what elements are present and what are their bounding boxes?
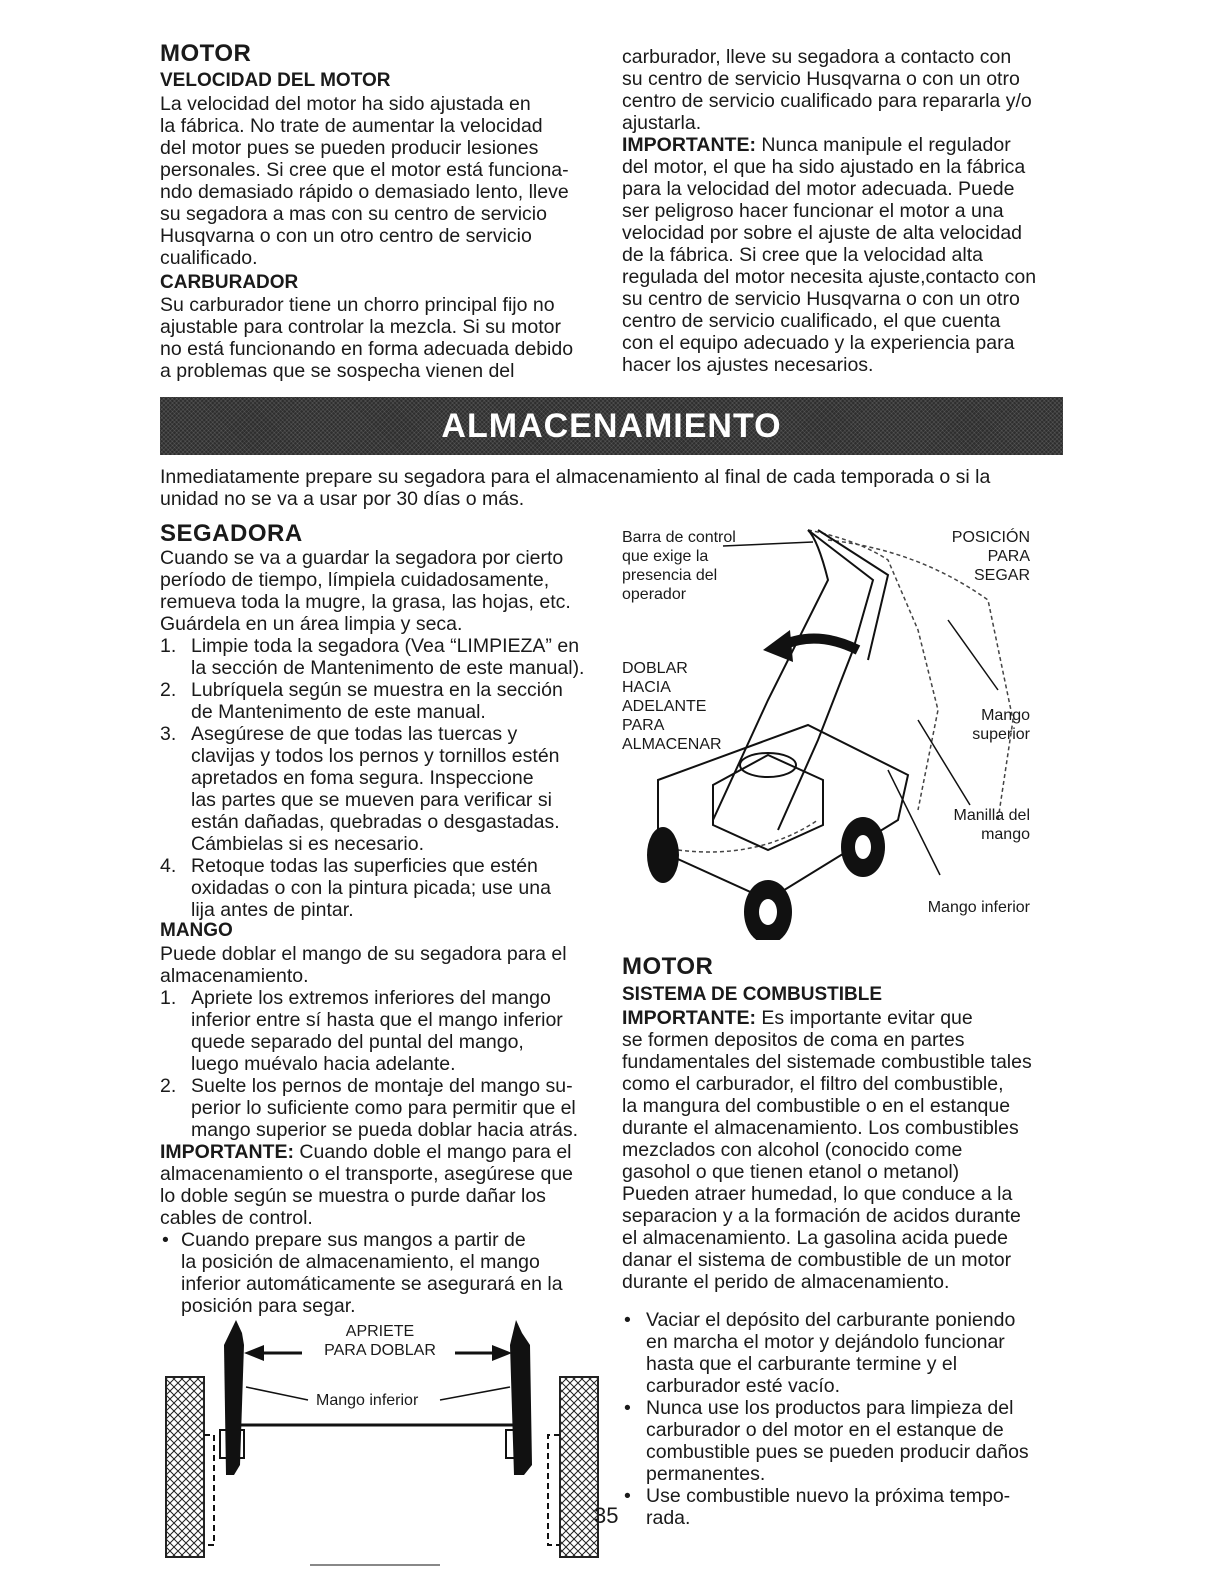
list-item: • Nunca use los productos para limpieza del carburador o del motor en el estanque de combustible pues se pueden producir daños permanentes. <box>624 1397 1029 1485</box>
list-item: • Use combustible nuevo la próxima tempo- rada. <box>624 1485 1011 1529</box>
handle-knob-label: Manilla del mango <box>953 807 1030 843</box>
list-item: 1. Limpie toda la segadora (Vea “LIMPIEZA” en la sección de Mantenimento de este manual). <box>160 635 585 679</box>
engine-title: MOTOR <box>622 953 714 980</box>
mower-paragraph: Cuando se va a guardar la segadora por cierto período de tiempo, límpiela cuidadosamente, remueva toda la mugre, la grasa, las hojas, etc. Guárdela en un área limpia y seca. <box>160 547 571 635</box>
front-left-wheel <box>647 827 679 883</box>
handle-bullet: • Cuando prepare sus mangos a partir de la posición de almacenamiento, el mango inferior automáticamente se asegurará en la posición para segar. <box>162 1229 563 1317</box>
handle-paragraph: Puede doblar el mango de su segadora para el almacenamiento. <box>160 943 567 987</box>
fold-arrow-icon <box>763 630 793 662</box>
list-item: 4. Retoque todas las superficies que estén oxidadas o con la pintura picada; use una lija antes de pintar. <box>160 855 551 921</box>
arrow-left-icon <box>244 1345 264 1361</box>
left-wheel <box>166 1377 204 1557</box>
carburetor-title: CARBURADOR <box>160 272 299 293</box>
mower-steps <box>158 635 603 921</box>
motor-title: MOTOR <box>160 40 252 67</box>
important-label: IMPORTANTE: <box>622 134 756 156</box>
list-item: • Vaciar el depósito del carburante poniendo en marcha el motor y dejándolo funcionar hasta que el carburante termine y el carburador esté vacío. <box>624 1309 1016 1397</box>
lower-handle-label-2: Mango inferior <box>316 1392 419 1409</box>
handle-title: MANGO <box>160 920 233 941</box>
list-item: 2. Suelte los pernos de montaje del mango su- perior lo suficiente como para permitir que el mango superior se pueda doblar hacia atrás. <box>160 1075 578 1141</box>
mower-title: SEGADORA <box>160 520 303 547</box>
handle-steps <box>158 987 603 1141</box>
arrow-right-icon <box>492 1345 512 1361</box>
speed-title: VELOCIDAD DEL MOTOR <box>160 70 391 91</box>
left-handle-tube <box>224 1320 244 1475</box>
upper-handle-label: Mango superior <box>972 707 1030 743</box>
fuel-system-title: SISTEMA DE COMBUSTIBLE <box>622 984 883 1005</box>
list-item: 3. Asegúrese de que todas las tuercas y clavijas y todos los pernos y tornillos estén apretados en foma segura. Inspeccione las partes que se mueven para verificar si están dañadas, quebradas o desgastadas. Cámbielas si es necesario. <box>160 723 560 855</box>
right-handle-tube <box>510 1320 532 1475</box>
right-wheel <box>560 1377 598 1557</box>
handle-important: IMPORTANTE: Cuando doble el mango para el almacenamiento o el transporte, asegúrese que lo doble según se muestra o purde dañar los cables de control. <box>160 1141 574 1229</box>
fuel-bullets <box>622 1309 1067 1529</box>
storage-intro: Inmediatamente prepare su segadora para el almacenamiento al final de cada temporada o si la unidad no se va a usar por 30 días o más. <box>160 466 991 510</box>
page-number: 35 <box>594 1503 619 1528</box>
carburetor-paragraph-continued: carburador, lleve su segadora a contacto con su centro de servicio Husqvarna o con un otro centro de servicio cualificado para repararla y/o ajustarla. IMPORTANTE: Nunca manipule el regulador del motor, el que ha sido ajustado en la fábrica para la velocidad del motor adecuada. Puede ser peligroso hacer funcionar el motor a una velocidad por sobre el ajuste de alta velocidad de la fábrica. Si cree que la velocidad alta regulada del motor necesita ajuste,contacto con su centro de servicio Husqvarna o con un otro centro de servicio cualificado, el que cuenta con el equipo adecuado y la experiencia para hacer los ajustes necesarios. <box>622 46 1037 376</box>
list-item: 2. Lubríquela según se muestra en la sección de Mantenimento de este manual. <box>160 679 563 723</box>
fuel-paragraph: IMPORTANTE: Es importante evitar que se formen depositos de coma en partes fundamentales del sistemade combustible tales como el carburador, el filtro del combustible, la mangura del combustible o en el estanque durante el almacenamiento. Los combustibles mezclados con alcohol (conocido come gasohol o que tienen etanol o metanol) Pueden atraer humedad, lo que conduce a la separacion y a la formación de acidos durante el almacenamiento. La gasolina acida puede danar el sistema de combustible de un motor durante el perido de almacenamiento. <box>622 1007 1032 1293</box>
carburetor-paragraph: Su carburador tiene un chorro principal fijo no ajustable para controlar la mezcla. Si su motor no está funcionando en forma adecuada debido a problemas que se sospecha vienen del <box>160 294 574 382</box>
storage-banner: ALMACENAMIENTO <box>160 397 1063 455</box>
control-bar-label: Barra de control que exige la presencia del operador <box>622 529 736 603</box>
speed-paragraph: La velocidad del motor ha sido ajustada en la fábrica. No trate de aumentar la velocidad del motor pues se pueden producir lesiones personales. Si cree que el motor está funciona- ndo demasiado rápido o demasiado lento, lleve su segadora a mas con su centro de servicio Husqvarna o con un otro centro de servicio cualificado. <box>160 93 569 269</box>
list-item: 1. Apriete los extremos inferiores del mango inferior entre sí hasta que el mango inferior quede separado del puntal del mango, luego muévalo hacia adelante. <box>160 987 563 1075</box>
lower-handle-label: Mango inferior <box>927 899 1030 916</box>
fold-forward-label: DOBLAR HACIA ADELANTE PARA ALMACENAR <box>622 660 722 753</box>
squeeze-label: APRIETE PARA DOBLAR <box>324 1323 436 1359</box>
mowing-position-label: POSICIÓN PARA SEGAR <box>951 529 1030 584</box>
